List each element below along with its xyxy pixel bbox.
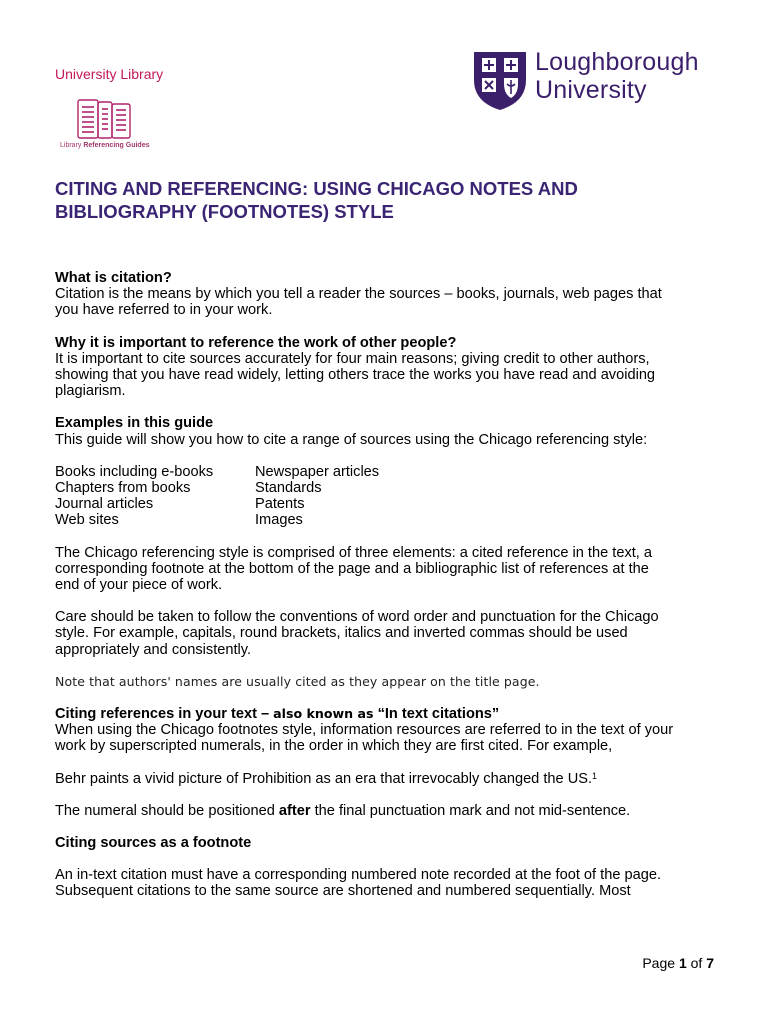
list-item: Images: [255, 512, 303, 529]
elements-text: The Chicago referencing style is comprised of three elements: a cited reference in the text, a corresponding footnote at the bottom of the page and a bibliographic list of references at the end of your piece of work.: [55, 544, 653, 594]
list-item: Chapters from books: [55, 480, 191, 497]
what-is-citation-text: Citation is the means by which you tell a reader the sources – books, journals, web pages that you have referred to in your work.: [55, 286, 662, 319]
library-label: University Library: [55, 66, 164, 82]
referencing-guides-logo: [58, 98, 148, 156]
in-text-citations-heading: Citing references in your text – also known as “In text citations”: [55, 706, 500, 723]
list-item: Newspaper articles: [255, 463, 380, 480]
university-crest-icon: [472, 50, 528, 112]
care-text: Care should be taken to follow the conventions of word order and punctuation for the Chicago style. For example, capitals, round brackets, italics and inverted commas should be used appropriately and consistently.: [55, 609, 659, 658]
numeral-position-text: The numeral should be positioned after the final punctuation mark and not mid-sentence.: [55, 802, 631, 819]
document-stack-icon: [58, 98, 148, 142]
authors-note: Note that authors' names are usually cited as they appear on the title page.: [55, 673, 540, 689]
university-name: Loughborough University: [535, 48, 699, 104]
document-body: [55, 270, 720, 900]
page-title: CITING AND REFERENCING: USING CHICAGO NOTES AND BIBLIOGRAPHY (FOOTNOTES) STYLE: [55, 178, 578, 222]
list-item: Journal articles: [55, 496, 154, 513]
examples-text: This guide will show you how to cite a range of sources using the Chicago referencing style:: [55, 431, 648, 448]
list-item: Patents: [255, 496, 305, 513]
footnote-text: An in-text citation must have a corresponding numbered note recorded at the foot of the page. Subsequent citations to the same source are shortened and numbered sequentially. Most: [55, 867, 662, 900]
list-item: Web sites: [55, 512, 119, 529]
why-reference-heading: Why it is important to reference the work of other people?: [55, 334, 457, 351]
list-item: Standards: [255, 480, 322, 497]
why-reference-text: It is important to cite sources accurately for four main reasons; giving credit to other authors, showing that you have read widely, letting others trace the works you have read and avoiding plagiarism.: [55, 350, 656, 400]
list-item: Books including e-books: [55, 463, 214, 480]
loughborough-logo: [472, 50, 722, 114]
in-text-citations-text: When using the Chicago footnotes style, information resources are referred to in the text of your work by superscripted numerals, in the order in which they are first cited. For example,: [55, 722, 674, 755]
superscript-numeral: 1: [592, 770, 598, 781]
guide-caption: Library Referencing Guides: [60, 142, 150, 149]
examples-list: [55, 464, 720, 529]
example-sentence: Behr paints a vivid picture of Prohibition as an era that irrevocably changed the US.$^1$: [55, 770, 598, 787]
footnote-heading: Citing sources as a footnote: [55, 835, 252, 852]
examples-heading: Examples in this guide: [55, 415, 214, 432]
what-is-citation-heading: What is citation?: [55, 270, 172, 286]
page-number: Page 1 of 7: [642, 955, 714, 971]
